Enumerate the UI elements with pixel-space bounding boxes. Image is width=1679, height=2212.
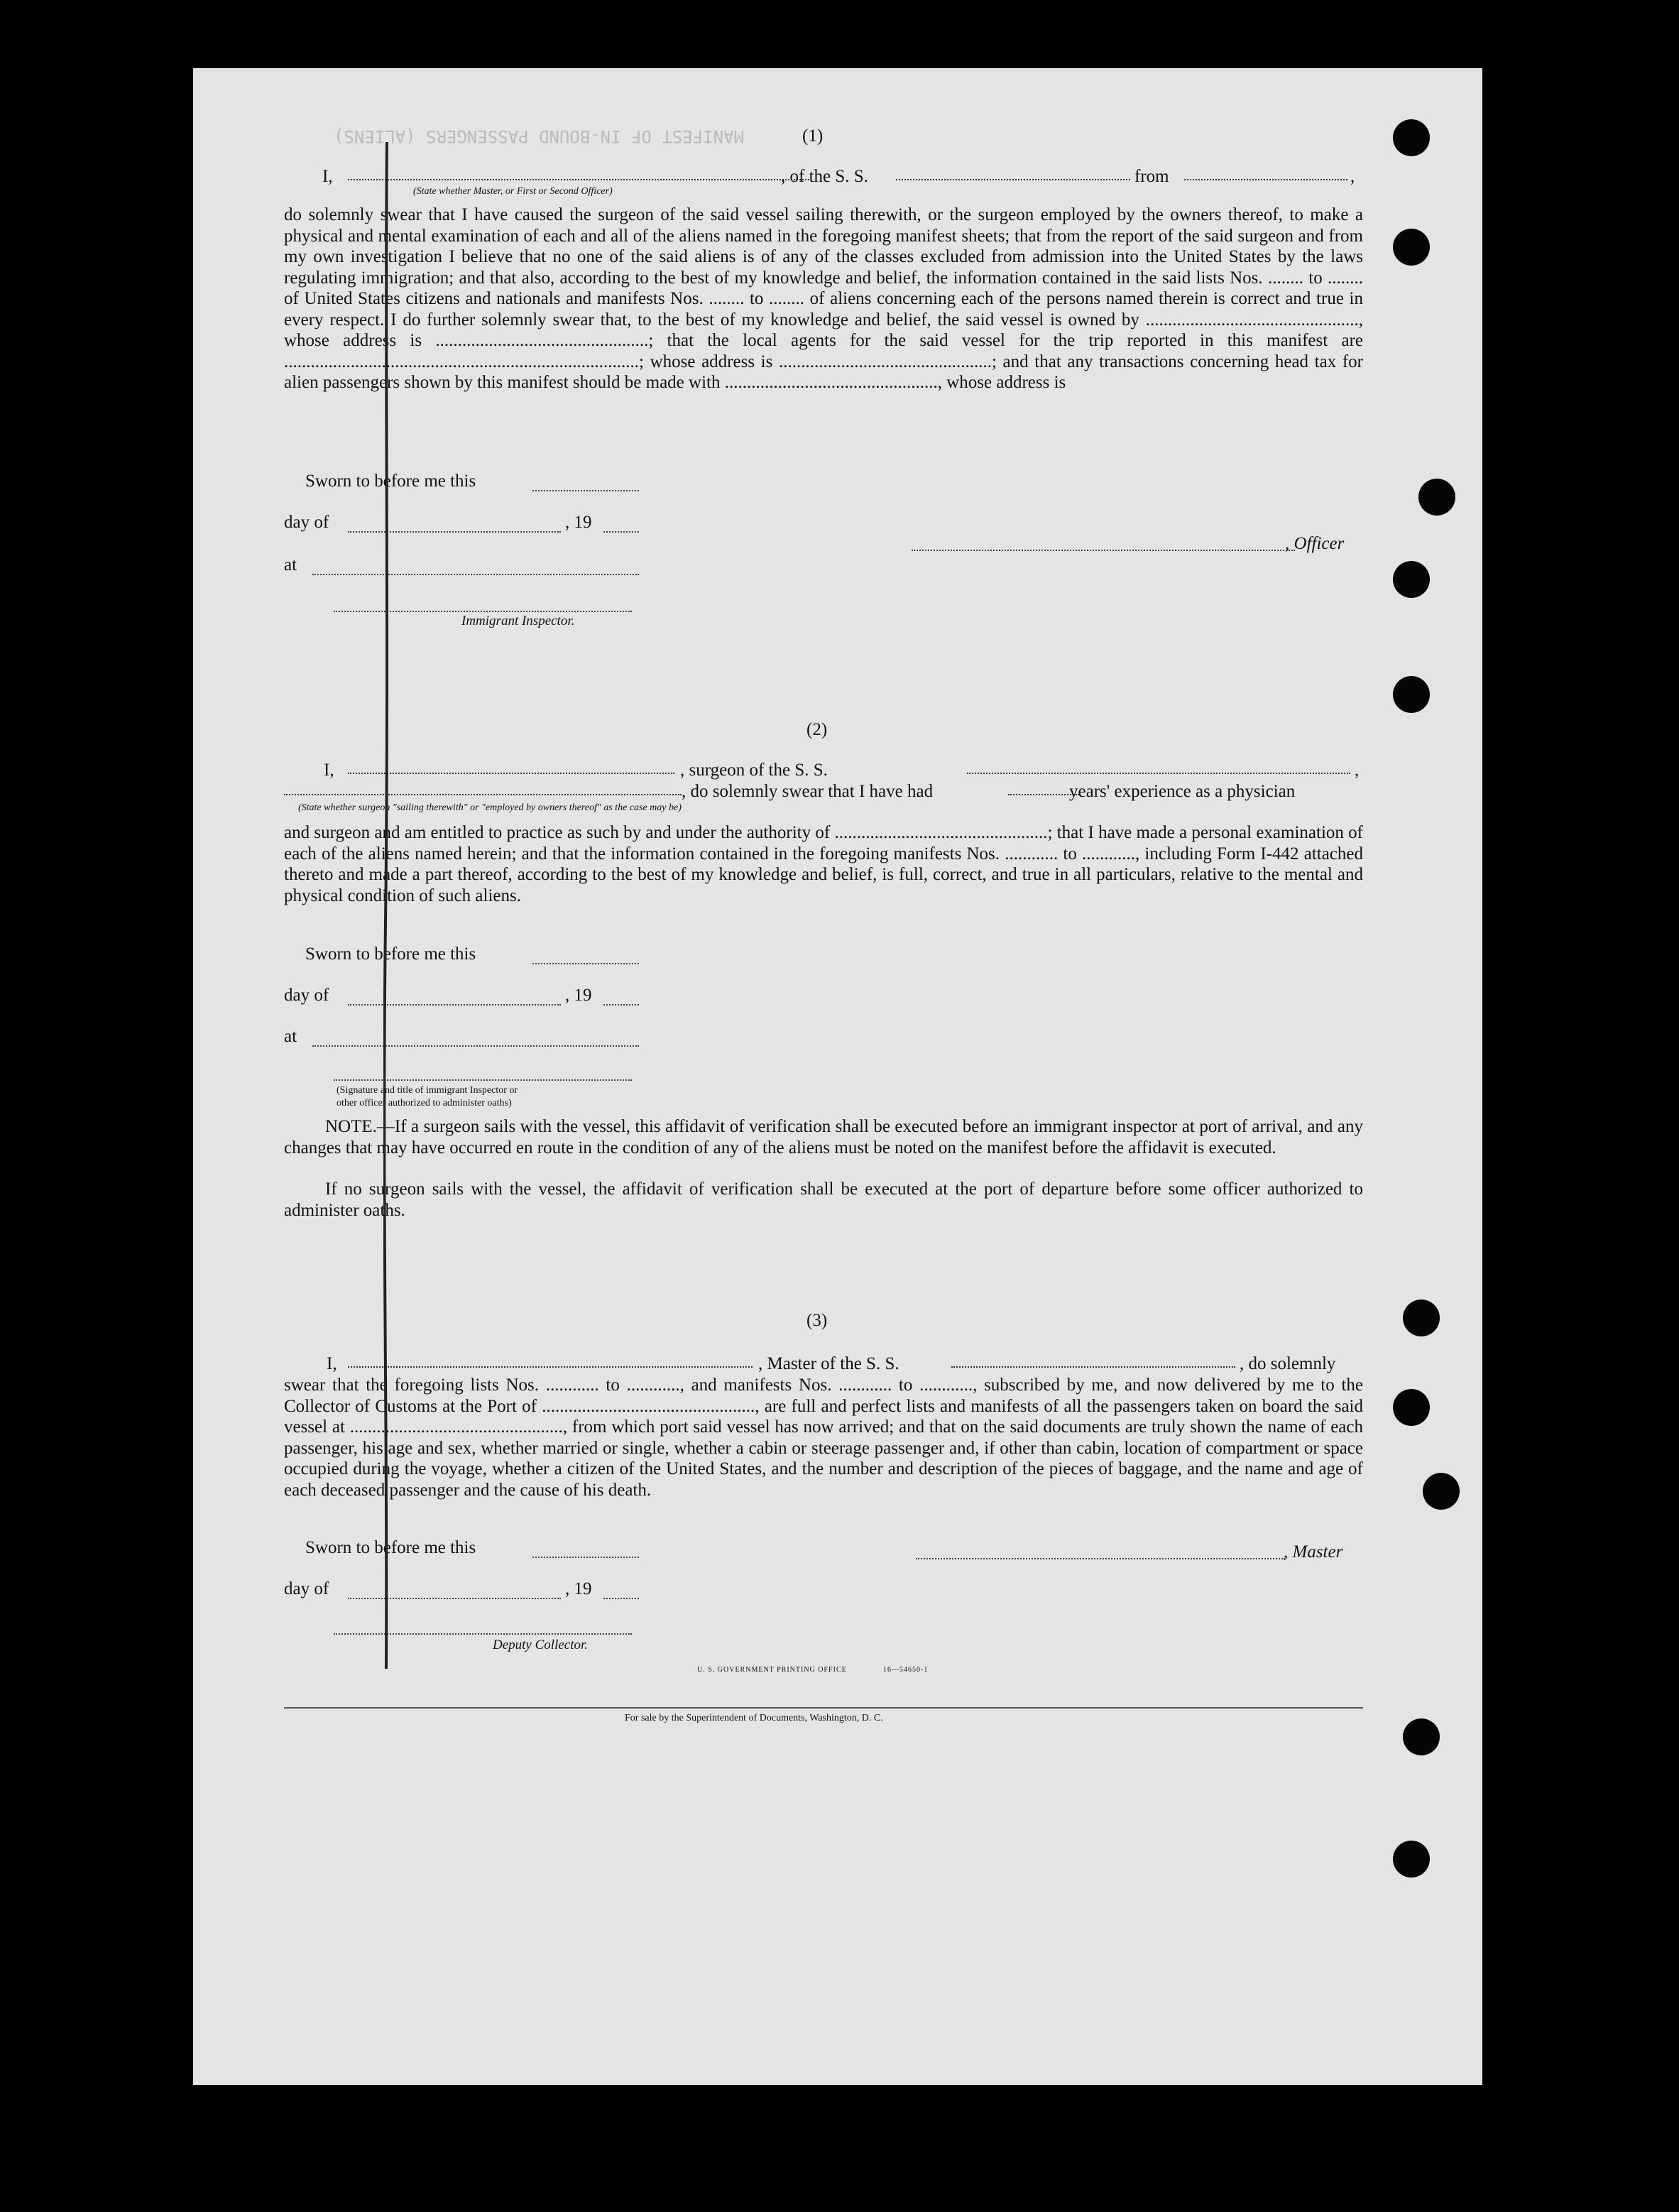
section-3-sworn-label: Sworn to before me this xyxy=(305,1538,476,1557)
section-1-oath-text: do solemnly swear that I have caused the surgeon of the said vessel sailing therewith, or the surgeon employed by the owners thereof, to make a physical and mental examination of each and all of the aliens named in the foregoing manifest sheets; that from the report of the said surgeon and from my own investigation I believe that no one of the said aliens is of any of the classes excluded from admission into the United States by the laws regulating immigration; and that also, according to the best of my knowledge and belief, the information contained in the said lists Nos. ........ to ........ of United States citizens and nationals and manifests Nos. ........ to ........ of aliens concerning each of the persons named therein is correct and true in every respect. I do further solemnly swear that, to the best of my knowledge and belief, the said vessel is owned by ................................................, whose address is ................................................; that the local agents for the said vessel for the trip reported in this manifest are ................................................................................; whose address is ................................................; and that any transactions concerning head tax for alien passengers shown by this manifest should be made with ................................................, whose address is xyxy=(284,205,1363,392)
section-2-sworn-label: Sworn to before me this xyxy=(305,944,476,964)
section-2-sworn-line xyxy=(532,963,639,964)
section-2-signature-line[interactable] xyxy=(334,1079,632,1081)
binder-hole xyxy=(1393,676,1430,713)
surgeon-note-2: If no surgeon sails with the vessel, the affidavit of verification shall be executed at the port of departure before some officer authorized to administer oaths. xyxy=(284,1179,1363,1220)
section-1-year-line xyxy=(603,531,639,533)
section-2-signature-caption-2: other officer authorized to administer oaths) xyxy=(337,1098,512,1108)
section-2-vessel-field[interactable] xyxy=(967,760,1350,774)
immigrant-inspector-label: Immigrant Inspector. xyxy=(461,614,575,628)
surgeon-note: NOTE.—If a surgeon sails with the vessel, this affidavit of verification shall be executed before an immigrant inspector at port of arrival, and any changes that may have occurred en route in the condition of any of the aliens must be noted on the manifest before the affidavit is executed. xyxy=(284,1117,1363,1157)
collector-signature-line[interactable] xyxy=(334,1633,632,1635)
bleed-through-header: MANIFEST OF IN-BOUND PASSENGERS (ALIENS) xyxy=(334,126,744,146)
binder-hole xyxy=(1423,1473,1460,1510)
master-name-field[interactable] xyxy=(348,166,809,180)
section-2-surgeon-of-ss: , surgeon of the S. S. xyxy=(680,761,828,780)
section-1-sworn-line xyxy=(532,490,639,491)
section-3-year-line xyxy=(603,1598,639,1599)
years-experience-field[interactable] xyxy=(1008,781,1079,795)
section-1-at: at xyxy=(284,555,297,574)
deputy-collector-label: Deputy Collector. xyxy=(493,1638,589,1652)
section-1-sworn-label: Sworn to before me this xyxy=(305,472,476,491)
section-3-sworn-line xyxy=(532,1557,639,1558)
gpo-imprint: U. S. GOVERNMENT PRINTING OFFICE xyxy=(697,1666,847,1674)
section-3-day-of: day of xyxy=(284,1579,329,1598)
binder-hole xyxy=(1393,561,1430,598)
binder-hole xyxy=(1418,479,1455,516)
footer-rule xyxy=(284,1707,1363,1709)
section-3-vessel-field[interactable] xyxy=(951,1353,1235,1368)
section-2-day-line xyxy=(348,1004,561,1006)
section-2-signature-caption-1: (Signature and title of immigrant Inspector or xyxy=(337,1085,518,1096)
inspector-signature-line[interactable] xyxy=(334,611,632,612)
section-3-year: , 19 xyxy=(565,1579,592,1598)
section-3-day-line xyxy=(348,1598,561,1599)
section-1-i: I, xyxy=(322,167,333,186)
section-3-master-name-field[interactable] xyxy=(348,1353,753,1368)
section-2-comma: , xyxy=(1355,761,1360,780)
section-2-at: at xyxy=(284,1027,297,1046)
surgeon-detail-field[interactable] xyxy=(284,781,682,795)
section-1-day-of: day of xyxy=(284,513,329,532)
section-2-number: (2) xyxy=(806,720,828,739)
binder-hole xyxy=(1393,119,1430,156)
section-1-from: from xyxy=(1134,167,1169,186)
section-1-caption: (State whether Master, or First or Second Officer) xyxy=(413,186,613,197)
sale-notice: For sale by the Superintendent of Documents, Washington, D. C. xyxy=(625,1713,883,1723)
section-2-day-of: day of xyxy=(284,986,329,1005)
section-1-year: , 19 xyxy=(565,513,592,532)
section-2-i: I, xyxy=(324,761,334,780)
section-2-physician-text: years' experience as a physician xyxy=(1069,782,1296,801)
section-2-year-line xyxy=(603,1004,639,1006)
section-3-i: I, xyxy=(327,1354,337,1373)
section-2-swear-text: , do solemnly swear that I have had xyxy=(682,782,934,801)
binder-hole xyxy=(1393,1389,1430,1426)
master-label: , Master xyxy=(1284,1542,1343,1562)
binder-hole xyxy=(1393,229,1430,266)
surgeon-name-field[interactable] xyxy=(348,760,674,774)
section-1-comma: , xyxy=(1350,167,1355,186)
section-3-oath-text: swear that the foregoing lists Nos. ............ to ............, and manifests Nos. ............ to ............, subscribed by me, and now delivered by me to the Collector of Customs at the Port of ................................................, are full and perfect lists and manifests of all the passengers taken on board the said vessel at ................................................, from which port said vessel has now arrived; and that on the said documents are truly shown the name of each passenger, his age and sex, whether married or single, whether a cabin or steerage passenger and, if other than cabin, location of compartment or space occupied during the voyage, whether a citizen of the United States, and the number and description of the pieces of baggage, and the name and age of each deceased passenger and the cause of his death. xyxy=(284,1375,1363,1500)
section-2-at-line xyxy=(312,1045,639,1047)
section-3-do-solemnly: , do solemnly xyxy=(1240,1354,1336,1373)
binder-hole xyxy=(1403,1300,1440,1336)
section-2-caption: (State whether surgeon "sailing therewith" or "employed by owners thereof" as the case may be) xyxy=(298,802,682,813)
section-3-master-of-ss: , Master of the S. S. xyxy=(758,1354,899,1373)
binder-hole xyxy=(1393,1841,1430,1878)
master-signature-line[interactable] xyxy=(916,1558,1285,1559)
section-2-oath-text: and surgeon and am entitled to practice as such by and under the authority of ................................................; that I have made a personal examination of each of the aliens named herein; and that the information contained in the foregoing manifests Nos. ............ to ............, including Form I-442 attached thereto and made a part thereof, according to the best of my knowledge and belief, is full, correct, and true in all particulars, relative to the mental and physical condition of such aliens. xyxy=(284,823,1363,905)
vessel-name-field[interactable] xyxy=(896,166,1130,180)
section-3-number: (3) xyxy=(806,1311,828,1330)
officer-signature-line[interactable] xyxy=(912,550,1295,551)
binder-hole xyxy=(1403,1718,1440,1755)
officer-label: , Officer xyxy=(1285,534,1345,553)
section-1-day-line xyxy=(348,531,561,533)
section-1-of-ss: , of the S. S. xyxy=(781,167,868,186)
section-1-number: (1) xyxy=(802,126,824,146)
section-1-at-line xyxy=(312,574,639,575)
departure-port-field[interactable] xyxy=(1184,166,1347,180)
section-2-year: , 19 xyxy=(565,986,592,1005)
form-code: 16—54650-1 xyxy=(883,1666,929,1674)
